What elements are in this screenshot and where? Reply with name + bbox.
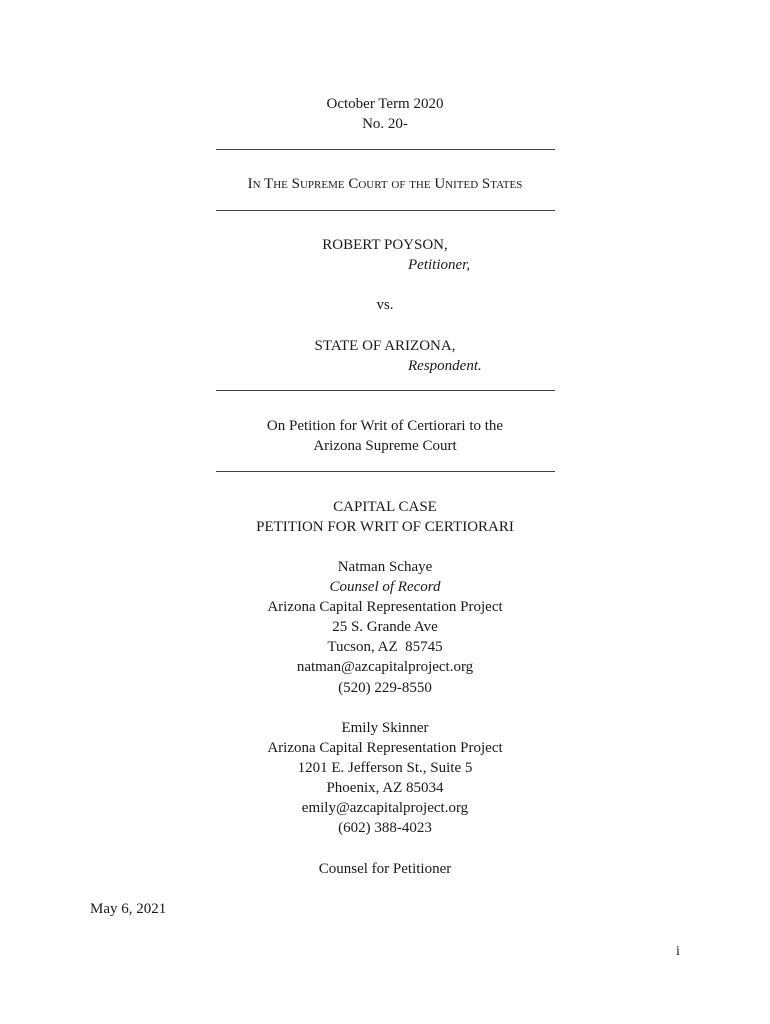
petition-on-line1: On Petition for Writ of Certiorari to the bbox=[266, 418, 504, 434]
counsel-2-phone: (602) 388-4023 bbox=[338, 820, 432, 836]
document-title: PETITION FOR WRIT OF CERTIORARI bbox=[256, 519, 514, 535]
divider bbox=[216, 471, 555, 472]
counsel-2-email: emily@azcapitalproject.org bbox=[301, 800, 469, 816]
page-number: i bbox=[676, 944, 680, 959]
counsel-2-street: 1201 E. Jefferson St., Suite 5 bbox=[297, 760, 473, 776]
counsel-1-street: 25 S. Grande Ave bbox=[332, 619, 438, 635]
counsel-1-org: Arizona Capital Representation Project bbox=[267, 599, 503, 615]
versus: vs. bbox=[376, 297, 394, 313]
counsel-1-role: Counsel of Record bbox=[329, 579, 441, 595]
counsel-2-org: Arizona Capital Representation Project bbox=[267, 740, 503, 756]
term-line: October Term 2020 bbox=[326, 96, 444, 112]
counsel-1-city: Tucson, AZ 85745 bbox=[327, 639, 443, 655]
petitioner-role: Petitioner, bbox=[408, 257, 471, 273]
petition-on-line2: Arizona Supreme Court bbox=[313, 438, 457, 454]
divider bbox=[216, 149, 555, 150]
docket-number: No. 20- bbox=[362, 116, 408, 132]
court-title: In The Supreme Court of the United States bbox=[247, 176, 523, 192]
respondent-role: Respondent. bbox=[408, 358, 482, 374]
filing-date: May 6, 2021 bbox=[90, 901, 167, 917]
counsel-1-name: Natman Schaye bbox=[337, 559, 433, 575]
divider bbox=[216, 390, 555, 391]
counsel-1-phone: (520) 229-8550 bbox=[338, 680, 432, 696]
capital-case-label: CAPITAL CASE bbox=[333, 499, 437, 515]
petitioner-name: ROBERT POYSON, bbox=[322, 237, 448, 253]
counsel-1-email: natman@azcapitalproject.org bbox=[296, 659, 474, 675]
counsel-2-name: Emily Skinner bbox=[341, 720, 429, 736]
respondent-name: STATE OF ARIZONA, bbox=[314, 338, 456, 354]
counsel-2-city: Phoenix, AZ 85034 bbox=[326, 780, 444, 796]
counsel-for: Counsel for Petitioner bbox=[318, 861, 452, 877]
divider bbox=[216, 210, 555, 211]
